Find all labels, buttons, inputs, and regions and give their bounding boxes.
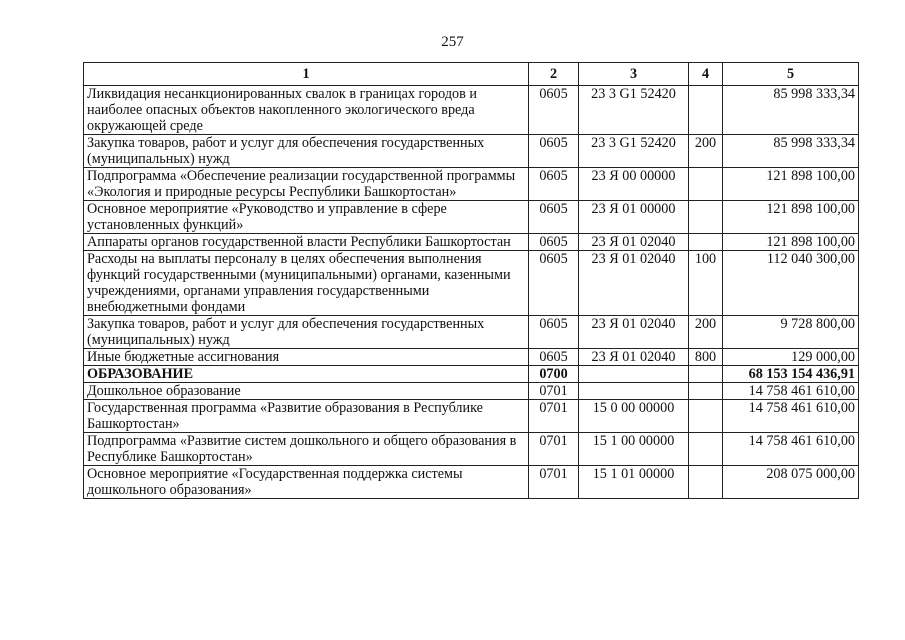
cell-expense-type — [689, 400, 723, 433]
page-number: 257 — [441, 34, 464, 50]
cell-section: 0605 — [529, 201, 579, 234]
cell-expense-type: 200 — [689, 135, 723, 168]
cell-article: 23 Я 00 00000 — [579, 168, 689, 201]
cell-section: 0605 — [529, 135, 579, 168]
column-header-section: 2 — [529, 63, 579, 86]
cell-section: 0700 — [529, 366, 579, 383]
cell-name: Основное мероприятие «Руководство и управление в сфере установленных функций» — [84, 201, 529, 234]
cell-article: 23 Я 01 00000 — [579, 201, 689, 234]
table-row — [84, 201, 859, 234]
header-row — [84, 63, 859, 86]
cell-name: Закупка товаров, работ и услуг для обеспечения государственных (муниципальных) нужд — [84, 135, 529, 168]
table-row — [84, 400, 859, 433]
cell-sum: 14 758 461 610,00 — [723, 383, 859, 400]
column-header-name: 1 — [84, 63, 529, 86]
table-row — [84, 383, 859, 400]
cell-sum: 14 758 461 610,00 — [723, 400, 859, 433]
cell-name: Основное мероприятие «Государственная поддержка системы дошкольного образования» — [84, 466, 529, 499]
table-row — [84, 316, 859, 349]
cell-section: 0605 — [529, 316, 579, 349]
cell-article — [579, 383, 689, 400]
cell-name: Дошкольное образование — [84, 383, 529, 400]
cell-section: 0605 — [529, 251, 579, 316]
cell-section: 0701 — [529, 466, 579, 499]
cell-sum: 121 898 100,00 — [723, 234, 859, 251]
cell-sum: 121 898 100,00 — [723, 201, 859, 234]
cell-expense-type — [689, 201, 723, 234]
table-row — [84, 234, 859, 251]
cell-article: 15 0 00 00000 — [579, 400, 689, 433]
cell-sum: 68 153 154 436,91 — [723, 366, 859, 383]
cell-sum: 14 758 461 610,00 — [723, 433, 859, 466]
cell-expense-type — [689, 168, 723, 201]
cell-section: 0701 — [529, 433, 579, 466]
cell-article: 23 Я 01 02040 — [579, 349, 689, 366]
table-row — [84, 86, 859, 135]
cell-sum: 85 998 333,34 — [723, 86, 859, 135]
column-header-article: 3 — [579, 63, 689, 86]
cell-article: 23 Я 01 02040 — [579, 316, 689, 349]
cell-expense-type — [689, 234, 723, 251]
cell-article: 23 Я 01 02040 — [579, 251, 689, 316]
cell-expense-type — [689, 466, 723, 499]
cell-sum: 121 898 100,00 — [723, 168, 859, 201]
table-row — [84, 433, 859, 466]
cell-name: Расходы на выплаты персоналу в целях обеспечения выполнения функций государственными (муниципальными) органами, казенными учреждениями, органами управления государственными внебюджетными фондами — [84, 251, 529, 316]
cell-section: 0605 — [529, 234, 579, 251]
cell-expense-type — [689, 383, 723, 400]
table-row — [84, 366, 859, 383]
budget-table — [83, 62, 859, 499]
cell-section: 0701 — [529, 400, 579, 433]
cell-name: ОБРАЗОВАНИЕ — [84, 366, 529, 383]
cell-article — [579, 366, 689, 383]
cell-name: Закупка товаров, работ и услуг для обеспечения государственных (муниципальных) нужд — [84, 316, 529, 349]
cell-section: 0605 — [529, 86, 579, 135]
cell-article: 23 3 G1 52420 — [579, 86, 689, 135]
cell-name: Подпрограмма «Развитие систем дошкольного и общего образования в Республике Башкортостан» — [84, 433, 529, 466]
table-row — [84, 466, 859, 499]
cell-name: Подпрограмма «Обеспечение реализации государственной программы «Экология и природные ресурсы Республики Башкортостан» — [84, 168, 529, 201]
column-header-expense-type: 4 — [689, 63, 723, 86]
cell-sum: 85 998 333,34 — [723, 135, 859, 168]
table-row — [84, 349, 859, 366]
cell-section: 0605 — [529, 349, 579, 366]
cell-expense-type — [689, 366, 723, 383]
cell-sum: 129 000,00 — [723, 349, 859, 366]
cell-sum: 208 075 000,00 — [723, 466, 859, 499]
cell-sum: 9 728 800,00 — [723, 316, 859, 349]
cell-section: 0605 — [529, 168, 579, 201]
cell-expense-type: 100 — [689, 251, 723, 316]
cell-section: 0701 — [529, 383, 579, 400]
cell-sum: 112 040 300,00 — [723, 251, 859, 316]
cell-article: 15 1 01 00000 — [579, 466, 689, 499]
cell-article: 23 3 G1 52420 — [579, 135, 689, 168]
cell-name: Иные бюджетные ассигнования — [84, 349, 529, 366]
table-row — [84, 251, 859, 316]
table-body — [84, 86, 859, 499]
cell-expense-type: 200 — [689, 316, 723, 349]
cell-expense-type: 800 — [689, 349, 723, 366]
column-header-sum: 5 — [723, 63, 859, 86]
cell-expense-type — [689, 86, 723, 135]
cell-article: 23 Я 01 02040 — [579, 234, 689, 251]
cell-name: Аппараты органов государственной власти Республики Башкортостан — [84, 234, 529, 251]
cell-name: Ликвидация несанкционированных свалок в границах городов и наиболее опасных объектов накопленного экологического вреда окружающей среде — [84, 86, 529, 135]
cell-name: Государственная программа «Развитие образования в Республике Башкортостан» — [84, 400, 529, 433]
cell-expense-type — [689, 433, 723, 466]
cell-article: 15 1 00 00000 — [579, 433, 689, 466]
table-row — [84, 135, 859, 168]
table-row — [84, 168, 859, 201]
